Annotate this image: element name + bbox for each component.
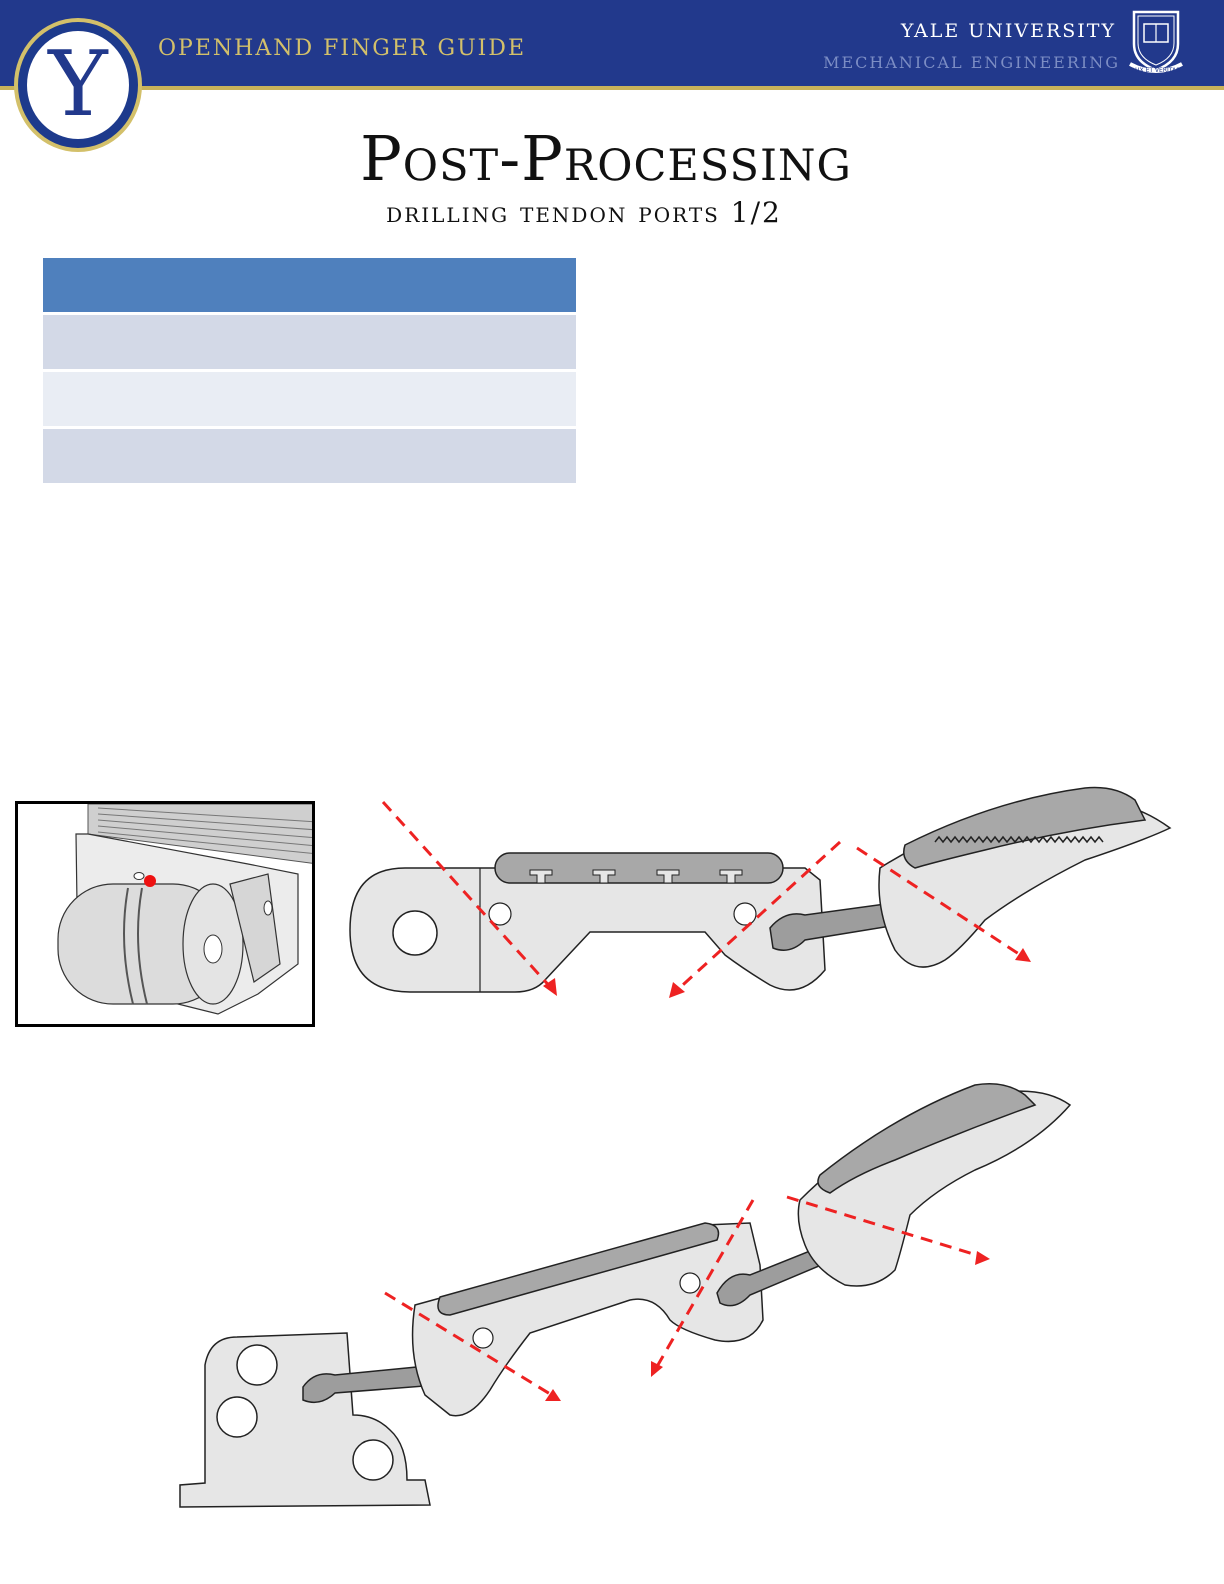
university-name: YALE UNIVERSITY <box>900 20 1116 42</box>
page-subtitle: drilling tendon ports 1/2 <box>386 196 782 229</box>
table-row <box>43 429 576 483</box>
page-title: Post-Processing <box>360 122 852 195</box>
yale-shield-crest-icon <box>1128 8 1184 76</box>
guide-title: OPENHAND FINGER GUIDE <box>158 36 527 61</box>
table-row <box>43 372 576 426</box>
inset-drawing <box>18 804 315 1027</box>
inset-detail-figure <box>15 801 315 1027</box>
parts-table <box>43 258 576 486</box>
finger-diagram-bent <box>175 1075 1075 1515</box>
table-row <box>43 315 576 369</box>
svg-text:LUX ET VERITAS: LUX ET VERITAS <box>1132 67 1180 74</box>
header-gold-rule <box>0 86 1224 90</box>
logo-letter: Y <box>27 31 129 139</box>
table-header-row <box>43 258 576 312</box>
red-dot-marker-icon <box>144 875 156 887</box>
department-name: MECHANICAL ENGINEERING <box>823 53 1120 72</box>
finger-diagram-straight <box>345 780 1195 1020</box>
